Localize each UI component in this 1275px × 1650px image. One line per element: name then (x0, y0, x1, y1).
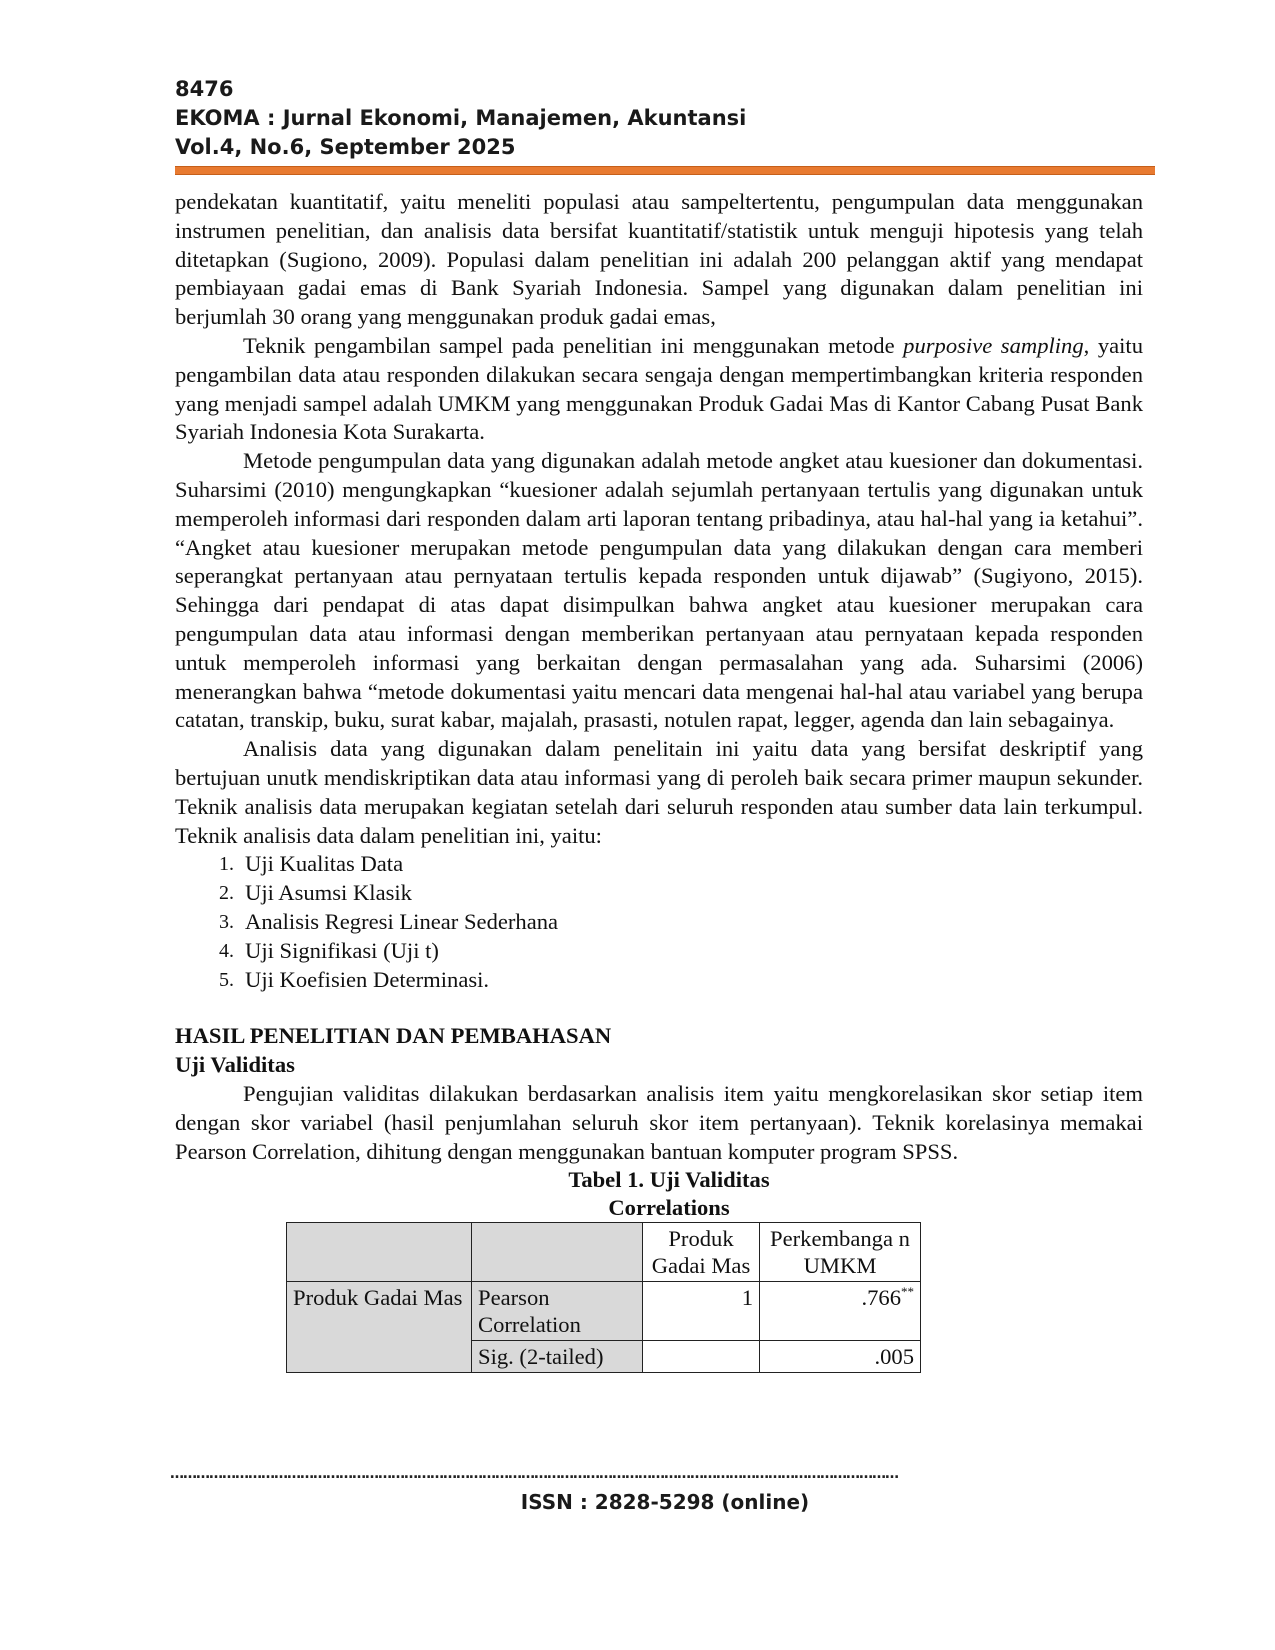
list-number: 4. (219, 939, 234, 962)
table-corner-cell (472, 1223, 643, 1282)
list-number: 2. (219, 882, 234, 905)
paragraph-text: Teknik pengambilan sampel pada penelitian ini menggunakan metode (243, 332, 895, 358)
list-text: Uji Signifikasi (Uji t) (245, 937, 439, 963)
table-cell: 1 (643, 1282, 760, 1341)
list-item (219, 937, 1143, 966)
list-item (219, 850, 1143, 879)
journal-title: EKOMA : Jurnal Ekonomi, Manajemen, Akuntansi (175, 106, 747, 130)
list-text: Analisis Regresi Linear Sederhana (245, 908, 559, 934)
article-body (175, 188, 1143, 1373)
list-item (219, 966, 1143, 995)
footer-divider: …………………………………………………………………………………………………………………………………………………… (170, 1466, 898, 1482)
table-cell: .005 (760, 1341, 921, 1373)
list-text: Uji Kualitas Data (245, 851, 404, 877)
table-cell (643, 1341, 760, 1373)
page-header (175, 75, 1155, 162)
column-header: Perkembanga n UMKM (760, 1223, 921, 1282)
subsection-heading: Uji Validitas (175, 1052, 295, 1078)
table-caption: Tabel 1. Uji Validitas (568, 1167, 770, 1193)
table-row (287, 1282, 921, 1341)
paragraph: Metode pengumpulan data yang digunakan adalah metode angket atau kuesioner dan dokumentasi. Suharsimi (2010) mengungkapkan “kuesioner adalah sejumlah pertanyaan tertulis yang digunakan untuk memperoleh informasi dari responden dalam arti laporan tentang pribadinya, atau hal-hal yang ia ketahui”. “Angket atau kuesioner merupakan metode pengumpulan data yang dilakukan dengan cara memberi seperangkat pertanyaan atau pernyataan tertulis kepada responden untuk dijawab” (Sugiyono, 2015). Sehingga dari pendapat di atas dapat disimpulkan bahwa angket atau kuesioner merupakan cara pengumpulan data atau informasi dengan memberikan pertanyaan atau pernyataan kepada responden untuk memperoleh informasi yang berkaitan dengan permasalahan yang ada. Suharsimi (2006) menerangkan bahwa “metode dokumentasi yaitu mencari data mengenai hal-hal atau variabel yang berupa catatan, transkip, buku, surat kabar, majalah, prasasti, notulen rapat, legger, agenda dan lain sebagainya. (175, 448, 1143, 733)
list-number: 5. (219, 968, 234, 991)
paragraph: pendekatan kuantitatif, yaitu meneliti populasi atau sampeltertentu, pengumpulan data menggunakan instrumen penelitian, dan analisis data bersifat kuantitatif/statistik untuk menguji hipotesis yang telah ditetapkan (Sugiono, 2009). Populasi dalam penelitian ini adalah 200 pelanggan aktif yang mendapat pembiayaan gadai emas di Bank Syariah Indonesia. Sampel yang digunakan dalam penelitian ini berjumlah 30 orang yang menggunakan produk gadai emas, (175, 189, 1143, 330)
list-text: Uji Koefisien Determinasi. (245, 966, 490, 992)
stat-label: Pearson Correlation (472, 1282, 643, 1341)
paragraph (175, 332, 1143, 447)
cell-value: .766 (861, 1285, 901, 1311)
correlations-table (286, 1222, 921, 1373)
row-header: Produk Gadai Mas (287, 1282, 472, 1373)
list-item (219, 908, 1143, 937)
analysis-steps-list (175, 850, 1143, 994)
table-subcaption: Correlations (608, 1195, 730, 1221)
list-number: 3. (219, 910, 234, 933)
italic-term: purposive sampling (903, 332, 1084, 358)
table-header-row (287, 1223, 921, 1282)
column-header: Produk Gadai Mas (643, 1223, 760, 1282)
list-text: Uji Asumsi Klasik (245, 880, 412, 906)
table-cell (760, 1282, 921, 1341)
paragraph: Pengujian validitas dilakukan berdasarkan analisis item yaitu mengkorelasikan skor setiap item dengan skor variabel (hasil penjumlahan seluruh skor item pertanyaan). Teknik korelasinya memakai Pearson Correlation, dihitung dengan menggunakan bantuan komputer program SPSS. (175, 1080, 1143, 1164)
table-corner-cell (287, 1223, 472, 1282)
list-number: 1. (219, 853, 234, 876)
section-heading: HASIL PENELITIAN DAN PEMBAHASAN (175, 1023, 612, 1049)
stat-label: Sig. (2-tailed) (472, 1341, 643, 1373)
header-divider (175, 166, 1155, 175)
journal-volume: Vol.4, No.6, September 2025 (175, 135, 516, 159)
page-number: 8476 (175, 77, 234, 101)
list-item (219, 879, 1143, 908)
significance-marker: ** (901, 1284, 914, 1300)
paragraph: Analisis data yang digunakan dalam penelitain ini yaitu data yang bersifat deskriptif yang bertujuan unutk mendiskriptikan data atau informasi yang di peroleh baik secara primer maupun sekunder. Teknik analisis data merupakan kegiatan setelah dari seluruh responden atau sumber data lain terkumpul. Teknik analisis data dalam penelitian ini, yaitu: (175, 736, 1143, 848)
paragraph-text: , yaitu pengambilan data atau responden dilakukan secara sengaja dengan mempertimbangkan kriteria responden yang menjadi sampel adalah UMKM yang menggunakan Produk Gadai Mas di Kantor Cabang Pusat Bank Syariah Indonesia Kota Surakarta. (175, 332, 1143, 445)
footer-issn: ISSN : 2828-5298 (online) (520, 1490, 810, 1514)
